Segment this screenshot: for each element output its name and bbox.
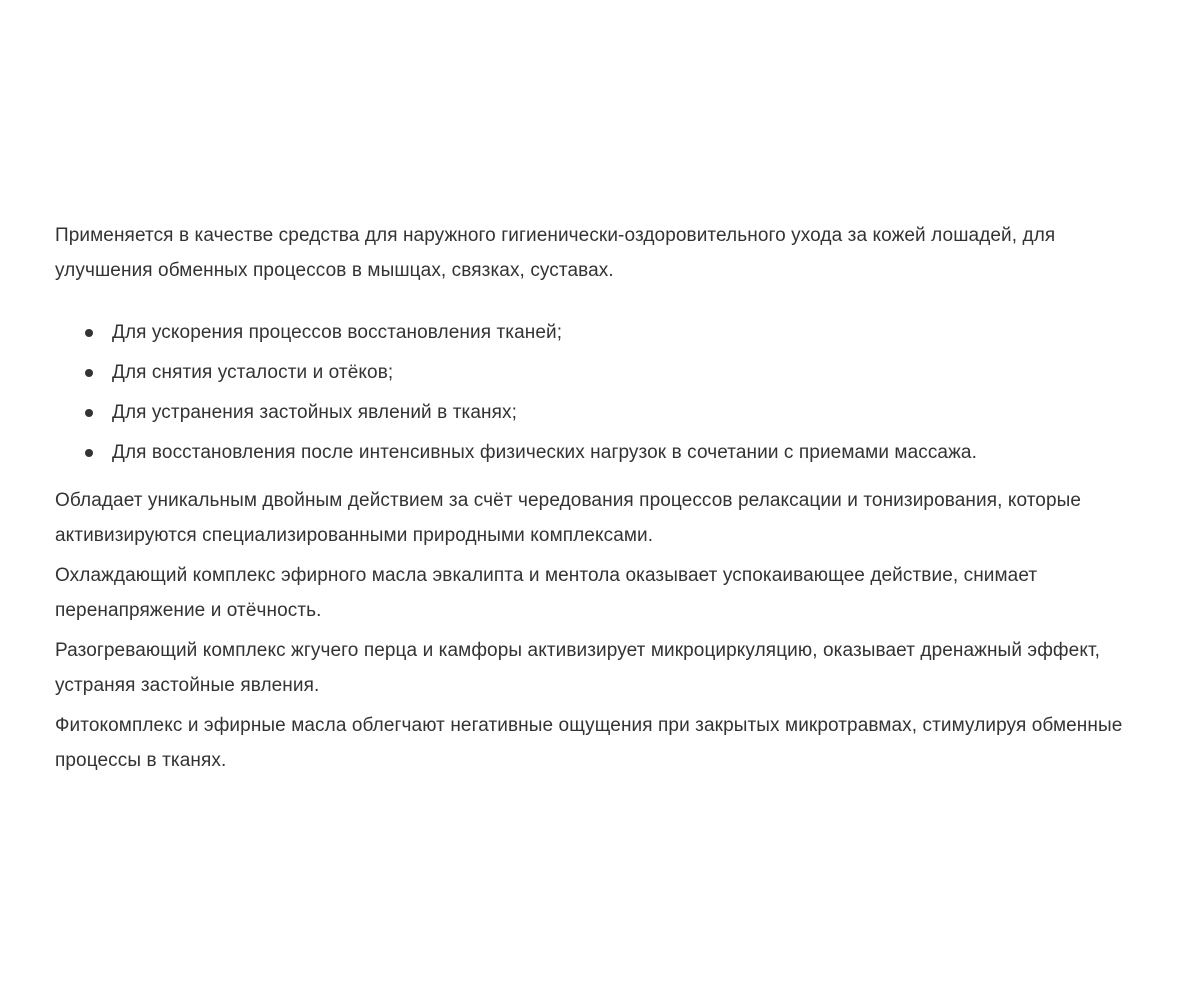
list-item <box>55 435 1155 470</box>
list-item <box>55 395 1155 430</box>
bullet-icon <box>85 329 93 337</box>
list-item-text: Для восстановления после интенсивных физических нагрузок в сочетании с приемами массажа. <box>112 442 977 463</box>
list-item-text: Для устранения застойных явлений в тканях; <box>112 402 517 423</box>
phytocomplex-paragraph: Фитокомплекс и эфирные масла облегчают негативные ощущения при закрытых микротравмах, стимулируя обменные процессы в тканях. <box>55 715 1123 771</box>
cooling-complex-paragraph: Охлаждающий комплекс эфирного масла эвкалипта и ментола оказывает успокаивающее действие, снимает перенапряжение и отёчность. <box>55 565 1038 621</box>
list-item <box>55 355 1155 390</box>
bullet-icon <box>85 409 93 417</box>
warming-complex-paragraph: Разогревающий комплекс жгучего перца и камфоры активизирует микроциркуляцию, оказывает дренажный эффект, устраняя застойные явления. <box>55 640 1101 696</box>
bullet-icon <box>85 449 93 457</box>
list-item-text: Для ускорения процессов восстановления тканей; <box>112 322 563 343</box>
benefits-list <box>55 315 1155 470</box>
dual-action-paragraph: Обладает уникальным двойным действием за счёт чередования процессов релаксации и тонизирования, которые активизируются специализированными природными комплексами. <box>55 490 1082 546</box>
product-description <box>55 218 1155 783</box>
bullet-icon <box>85 369 93 377</box>
list-item-text: Для снятия усталости и отёков; <box>112 362 394 383</box>
list-item <box>55 315 1155 350</box>
intro-paragraph: Применяется в качестве средства для наружного гигиенически-оздоровительного ухода за кожей лошадей, для улучшения обменных процессов в мышцах, связках, суставах. <box>55 225 1056 281</box>
